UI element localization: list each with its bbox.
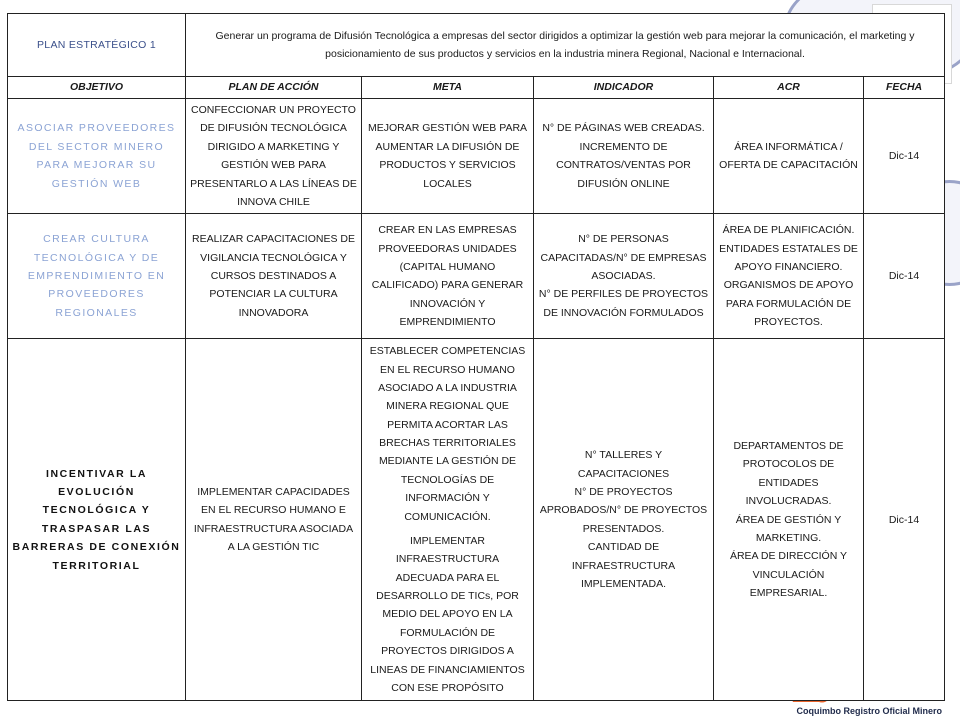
objective-cell: CREAR CULTURA TECNOLÓGICA Y DE EMPRENDIMIENTO EN PROVEEDORES REGIONALES [8, 214, 186, 339]
indicator-cell [534, 214, 714, 339]
acr-cell [714, 99, 864, 214]
goal-text: CREAR EN LAS EMPRESAS PROVEEDORAS UNIDADES (CAPITAL HUMANO CALIFICADO) PARA GENERAR INNOVACIÓN Y EMPRENDIMIENTO [371, 224, 524, 328]
goal-text: MEJORAR GESTIÓN WEB PARA AUMENTAR LA DIFUSIÓN DE PRODUCTOS Y SERVICIOS LOCALES [367, 122, 528, 190]
acr-cell [714, 214, 864, 339]
action-plan-cell: CONFECCIONAR UN PROYECTO DE DIFUSIÓN TECNOLÓGICA DIRIGIDO A MARKETING Y GESTIÓN WEB PARA PRESENTARLO A LAS LÍNEAS DE INNOVA CHILE [186, 99, 362, 214]
table-row [8, 339, 945, 701]
header-row [8, 77, 945, 99]
table-row [8, 99, 945, 214]
acr-line: ENTIDADES ESTATALES DE APOYO FINANCIERO. [719, 242, 858, 273]
acr-line: DEPARTAMENTOS DE PROTOCOLOS DE ENTIDADES INVOLUCRADAS. [733, 440, 844, 508]
date-cell: Dic-14 [864, 339, 945, 701]
goal-text: IMPLEMENTAR INFRAESTRUCTURA ADECUADA PARA EL DESARROLLO DE TICs, POR MEDIO DEL APOYO EN LA FORMULACIÓN DE PROYECTOS DIRIGIDOS A LINEAS DE FINANCIAMIENTOS CON ESE PROPÓSITO [370, 534, 525, 694]
date-cell: Dic-14 [864, 214, 945, 339]
goal-cell [362, 339, 534, 701]
indicator-line: N° DE PERFILES DE PROYECTOS DE INNOVACIÓN FORMULADOS [538, 288, 709, 319]
plan-label: PLAN ESTRATÉGICO 1 [8, 14, 186, 77]
header-meta: META [362, 77, 534, 99]
goal-text: ESTABLECER COMPETENCIAS EN EL RECURSO HUMANO ASOCIADO A LA INDUSTRIA MINERA REGIONAL QUE PERMITA ACORTAR LAS BRECHAS TERRITORIALES MEDIANTE LA GESTIÓN DE TECNOLOGÍAS DE INFORMACIÓN Y COMUNICACIÓN. [369, 345, 526, 523]
indicator-line: N° DE PERSONAS CAPACITADAS/N° DE EMPRESAS ASOCIADAS. [540, 233, 707, 283]
indicator-cell [534, 339, 714, 701]
header-indicador: INDICADOR [534, 77, 714, 99]
indicator-line: N° DE PROYECTOS APROBADOS/N° DE PROYECTOS PRESENTADOS. [539, 486, 708, 535]
header-acr: ACR [714, 77, 864, 99]
header-fecha: FECHA [864, 77, 945, 99]
acr-line: ÁREA DE DIRECCIÓN Y VINCULACIÓN EMPRESARIAL. [729, 550, 848, 600]
indicator-line: CANTIDAD DE INFRAESTRUCTURA IMPLEMENTADA. [571, 541, 676, 590]
footer-logo-text: Coquimbo Registro Oficial Minero [796, 706, 942, 716]
indicator-line: N° TALLERES Y CAPACITACIONES [577, 449, 670, 480]
indicator-line: N° DE PÁGINAS WEB CREADAS. [542, 122, 705, 135]
acr-line: ORGANISMOS DE APOYO PARA FORMULACIÓN DE PROYECTOS. [723, 279, 854, 328]
strategic-plan-table [7, 13, 945, 701]
goal-cell [362, 99, 534, 214]
header-objetivo: OBJETIVO [8, 77, 186, 99]
plan-title-row [8, 14, 945, 77]
action-plan-cell: IMPLEMENTAR CAPACIDADES EN EL RECURSO HUMANO E INFRAESTRUCTURA ASOCIADA A LA GESTIÓN TIC [186, 339, 362, 701]
acr-cell [714, 339, 864, 701]
acr-line: ÁREA DE PLANIFICACIÓN. [722, 224, 855, 237]
objective-cell: INCENTIVAR LA EVOLUCIÓN TECNOLÓGICA Y TRASPASAR LAS BARRERAS DE CONEXIÓN TERRITORIAL [8, 339, 186, 701]
indicator-line: INCREMENTO DE CONTRATOS/VENTAS POR DIFUSIÓN ONLINE [556, 140, 691, 190]
header-plan-accion: PLAN DE ACCIÓN [186, 77, 362, 99]
objective-cell: ASOCIAR PROVEEDORES DEL SECTOR MINERO PARA MEJORAR SU GESTIÓN WEB [8, 99, 186, 214]
plan-description: Generar un programa de Difusión Tecnológica a empresas del sector dirigidos a optimizar la gestión web para mejorar la comunicación, el marketing y posicionamiento de sus productos y servicios en la industria minera Regional, Nacional e Internacional. [186, 14, 945, 77]
table-row [8, 214, 945, 339]
indicator-cell [534, 99, 714, 214]
acr-line: ÁREA DE GESTIÓN Y MARKETING. [735, 513, 842, 544]
date-cell: Dic-14 [864, 99, 945, 214]
acr-line: ÁREA INFORMÁTICA / OFERTA DE CAPACITACIÓN [719, 140, 858, 172]
goal-cell [362, 214, 534, 339]
action-plan-cell: REALIZAR CAPACITACIONES DE VIGILANCIA TECNOLÓGICA Y CURSOS DESTINADOS A POTENCIAR LA CULTURA INNOVADORA [186, 214, 362, 339]
